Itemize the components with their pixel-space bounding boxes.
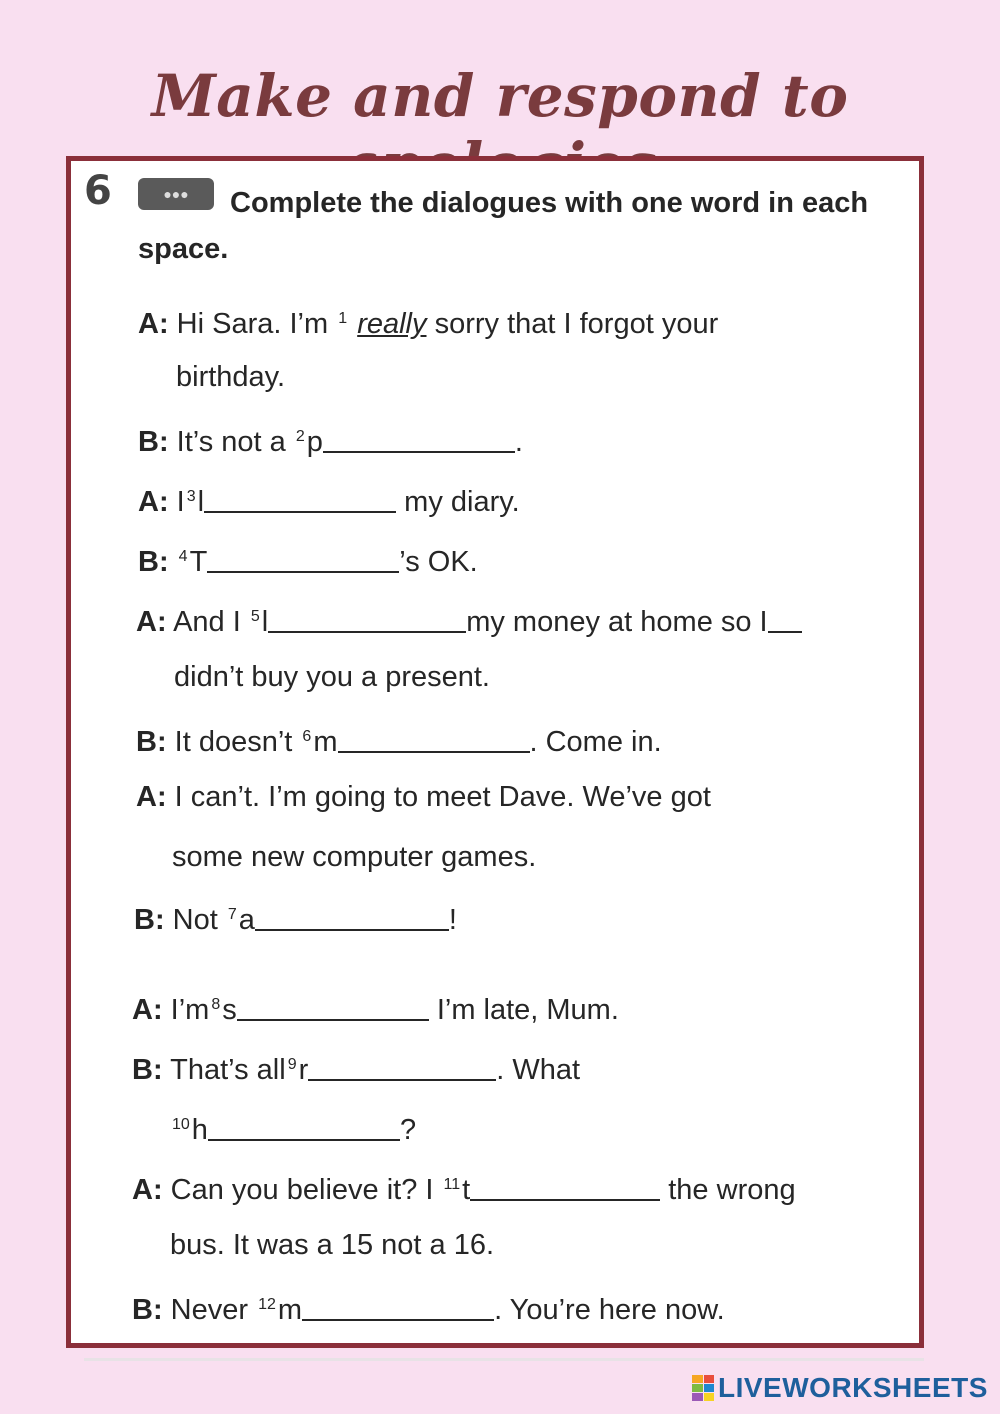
line-text: ! — [448, 904, 457, 936]
logo-text: LIVEWORKSHEETS — [718, 1372, 988, 1403]
answer-gap-7[interactable] — [255, 905, 449, 931]
gap-underline — [768, 607, 802, 633]
dialogue-line-4 — [138, 540, 478, 579]
gap-number: 3 — [186, 488, 196, 505]
gap-first-letter: l — [261, 606, 269, 638]
dialogue-line-2 — [138, 420, 523, 459]
speaker-label: B: — [132, 1294, 163, 1326]
dialogue-line-1 — [138, 302, 718, 341]
speaker-label: B: — [138, 546, 169, 578]
answer-gap-10[interactable] — [208, 1115, 400, 1141]
gap-first-letter: T — [189, 546, 208, 578]
answer-gap-2[interactable] — [323, 427, 515, 453]
dialogue-line-1-cont: birthday. — [176, 361, 286, 393]
gap-first-letter: r — [298, 1054, 309, 1086]
gap-number: 8 — [211, 996, 221, 1013]
example-answer: really — [357, 308, 427, 340]
speaker-label: A: — [138, 308, 169, 340]
gap-number: 7 — [227, 906, 237, 923]
gap-first-letter: h — [191, 1114, 208, 1146]
line-text: I’m — [170, 994, 210, 1026]
gap-number: 12 — [258, 1296, 276, 1313]
gap-first-letter: t — [462, 1174, 471, 1206]
answer-gap-12[interactable] — [302, 1295, 494, 1321]
speaker-label: A: — [136, 606, 167, 638]
audio-icon: ●●● — [138, 178, 214, 210]
dialogue-line-11-cont: bus. It was a 15 not a 16. — [170, 1229, 495, 1261]
answer-gap-3[interactable] — [204, 487, 396, 513]
dialogue-line-11 — [132, 1168, 796, 1207]
speaker-label: B: — [132, 1054, 163, 1086]
speaker-label: A: — [132, 994, 163, 1026]
dialogue-line-10-cont — [170, 1108, 416, 1147]
dialogue-line-3 — [138, 480, 520, 519]
gap-first-letter: m — [313, 726, 338, 758]
answer-gap-9[interactable] — [308, 1055, 496, 1081]
line-text: my diary. — [404, 486, 520, 518]
speaker-label: B: — [134, 904, 165, 936]
line-text: sorry that I forgot your — [434, 308, 719, 340]
logo-grid-icon — [692, 1375, 714, 1401]
speaker-label: A: — [132, 1174, 163, 1206]
line-text: the wrong — [668, 1174, 796, 1206]
line-text: ’s OK. — [399, 546, 478, 578]
answer-gap-5[interactable] — [268, 607, 466, 633]
exercise-instruction: Complete the dialogues with one word in each space. — [138, 187, 869, 265]
line-text: Hi Sara. I’m — [176, 308, 329, 340]
line-text: Not — [172, 904, 218, 936]
gap-number: 2 — [295, 428, 305, 445]
dialogue-line-5-cont: didn’t buy you a present. — [174, 661, 490, 693]
gap-number: 11 — [443, 1176, 461, 1193]
gap-number: 9 — [287, 1056, 297, 1073]
gap-first-letter: a — [238, 904, 255, 936]
line-text: ? — [399, 1114, 417, 1146]
gap-number: 10 — [172, 1116, 190, 1133]
answer-gap-4[interactable] — [207, 547, 399, 573]
gap-first-letter: s — [222, 994, 237, 1026]
exercise-number: 6 — [84, 168, 112, 214]
line-text: I’m late, Mum. — [436, 994, 619, 1026]
line-text: . You’re here now. — [494, 1294, 725, 1326]
gap-number: 5 — [250, 608, 260, 625]
dialogue-line-12 — [132, 1288, 725, 1327]
line-text: That’s all — [170, 1054, 286, 1086]
line-text: It doesn’t — [174, 726, 293, 758]
dialogue-line-7-cont: some new computer games. — [172, 841, 537, 873]
line-text: my money at home so I — [466, 606, 768, 638]
gap-first-letter: p — [306, 426, 323, 458]
speaker-label: B: — [136, 726, 167, 758]
dialogue-line-8 — [134, 898, 457, 937]
dialogue-line-10 — [132, 1048, 580, 1087]
gap-first-letter: l — [197, 486, 205, 518]
line-text: I can’t. I’m going to meet Dave. We’ve got — [174, 781, 711, 813]
line-text: It’s not a — [176, 426, 286, 458]
divider — [84, 1358, 924, 1361]
dialogue-line-7 — [136, 780, 711, 814]
dialogue-line-6 — [136, 720, 662, 759]
speaker-label: B: — [138, 426, 169, 458]
line-text: And I — [173, 606, 241, 638]
line-text: I — [176, 486, 185, 518]
line-text: . — [514, 426, 523, 458]
answer-gap-6[interactable] — [338, 727, 530, 753]
gap-number: 1 — [338, 310, 348, 327]
page-title: Make and respond to — [151, 62, 849, 130]
dialogue-line-9 — [132, 988, 619, 1027]
line-text: . Come in. — [529, 726, 662, 758]
gap-number: 4 — [178, 548, 188, 565]
line-text: . What — [496, 1054, 581, 1086]
line-text: Never — [170, 1294, 249, 1326]
liveworksheets-logo — [692, 1372, 988, 1404]
answer-gap-8[interactable] — [237, 995, 429, 1021]
line-text: Can you believe it? I — [170, 1174, 434, 1206]
answer-gap-11[interactable] — [470, 1175, 660, 1201]
speaker-label: A: — [138, 486, 169, 518]
gap-first-letter: m — [277, 1294, 303, 1326]
dialogue-line-5 — [136, 600, 802, 639]
speaker-label: A: — [136, 781, 167, 813]
gap-number: 6 — [302, 728, 312, 745]
